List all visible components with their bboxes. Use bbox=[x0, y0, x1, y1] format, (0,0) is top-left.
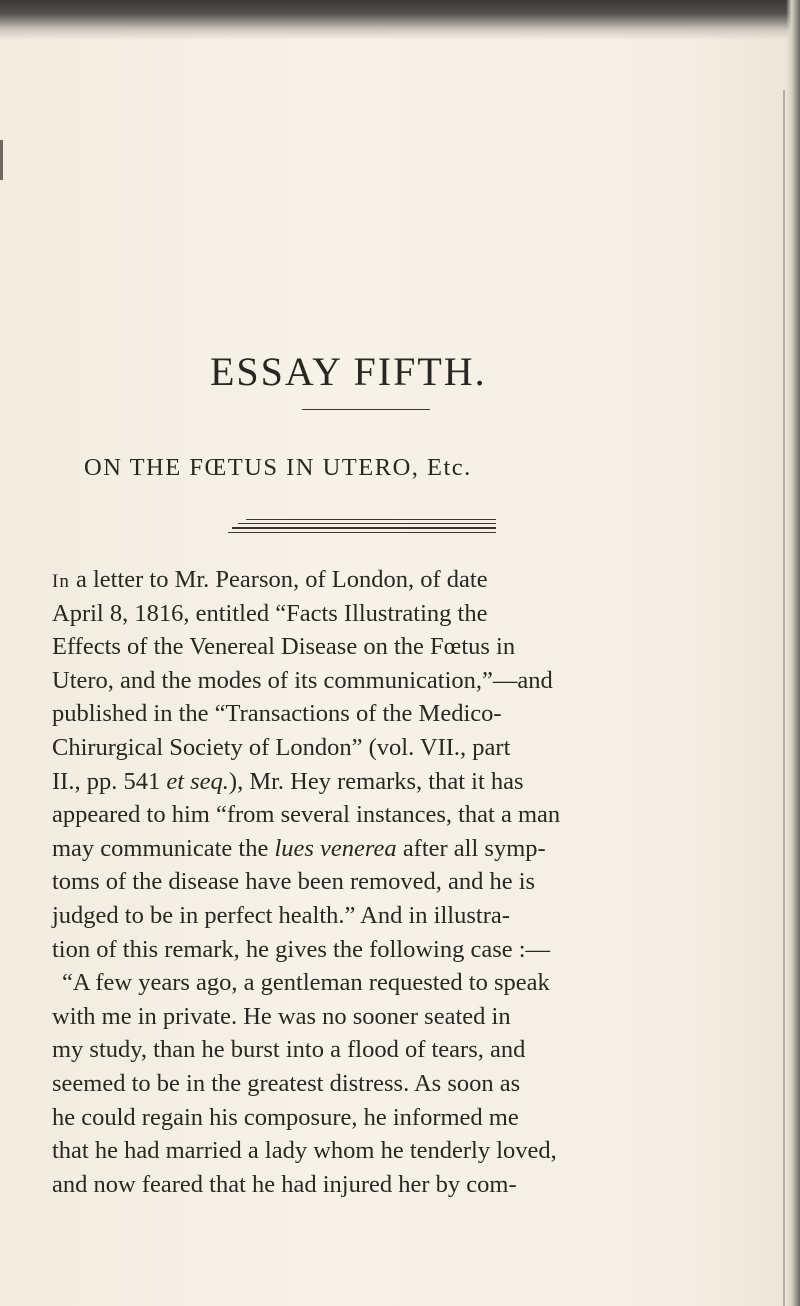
essay-subtitle: ON THE FŒTUS IN UTERO, Etc. bbox=[84, 454, 472, 481]
text-line-1: In a letter to Mr. Pearson, of London, of date bbox=[52, 566, 488, 593]
drop-word: In bbox=[52, 571, 70, 592]
text-line-7: II., pp. 541 et seq.), Mr. Hey remarks, that it has bbox=[52, 767, 524, 795]
page-top-shadow bbox=[0, 0, 800, 40]
essay-title: ESSAY FIFTH. bbox=[210, 349, 487, 394]
page-left-mark bbox=[0, 140, 3, 180]
text-line-9: may communicate the lues venerea after all symp- bbox=[52, 834, 546, 862]
text-line-14: with me in private. He was no sooner seated in bbox=[52, 1002, 511, 1030]
text-line-10: toms of the disease have been removed, and he is bbox=[52, 868, 536, 896]
text-line-12: tion of this remark, he gives the following case :— bbox=[52, 935, 551, 963]
text-line-19: and now feared that he had injured her by com- bbox=[52, 1170, 517, 1198]
text-line-17: he could regain his composure, he informed me bbox=[52, 1103, 519, 1131]
subtitle-divider-1 bbox=[246, 519, 496, 520]
text-line-2: April 8, 1816, entitled “Facts Illustrating the bbox=[52, 599, 488, 627]
subtitle-divider-2 bbox=[238, 523, 496, 524]
subtitle-divider-3 bbox=[232, 527, 496, 529]
page-gutter-line bbox=[783, 90, 785, 1306]
body-paragraph bbox=[52, 563, 762, 1201]
text-line-5: published in the “Transactions of the Medico- bbox=[52, 700, 502, 728]
italic-et-seq: et seq. bbox=[166, 767, 229, 795]
text-line-3: Effects of the Venereal Disease on the Fœtus in bbox=[52, 633, 516, 661]
italic-lues-venerea: lues venerea bbox=[274, 834, 397, 862]
text-line-18: that he had married a lady whom he tenderly loved, bbox=[52, 1137, 557, 1165]
text-line-13: “A few years ago, a gentleman requested to speak bbox=[62, 969, 550, 997]
subtitle-divider-4 bbox=[228, 532, 496, 533]
page-right-shadow bbox=[786, 0, 800, 1306]
text-line-16: seemed to be in the greatest distress. As soon as bbox=[52, 1069, 521, 1097]
text-line-6: Chirurgical Society of London” (vol. VII., part bbox=[52, 733, 511, 761]
text-line-4: Utero, and the modes of its communication,”—and bbox=[52, 666, 553, 694]
text-line-11: judged to be in perfect health.” And in illustra- bbox=[52, 901, 510, 929]
title-divider bbox=[302, 409, 430, 410]
text-line-8: appeared to him “from several instances, that a man bbox=[52, 801, 561, 829]
text-line-15: my study, than he burst into a flood of tears, and bbox=[52, 1036, 526, 1064]
